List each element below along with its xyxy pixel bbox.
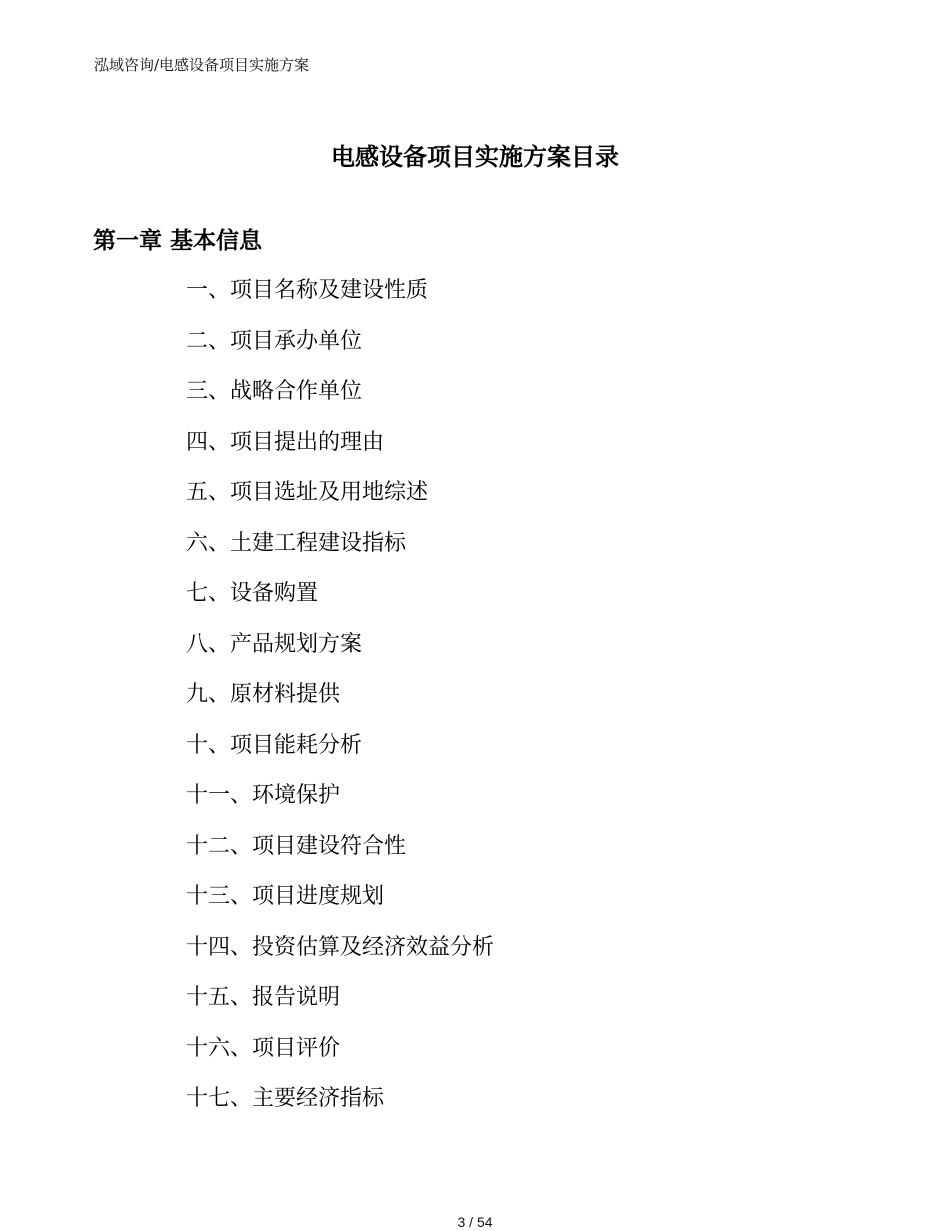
toc-entry[interactable]: 十二、项目建设符合性	[186, 833, 407, 859]
page-number: 3 / 54	[457, 1214, 493, 1230]
document-title: 电感设备项目实施方案目录	[331, 143, 619, 171]
toc-entry[interactable]: 九、原材料提供	[186, 682, 341, 707]
toc-entry[interactable]: 十六、项目评价	[186, 1035, 341, 1061]
toc-entry[interactable]: 七、设备购置	[186, 581, 319, 606]
toc-entry[interactable]: 十四、投资估算及经济效益分析	[186, 934, 495, 960]
table-of-contents	[186, 275, 494, 1134]
toc-entry[interactable]: 四、项目提出的理由	[186, 429, 385, 455]
chapter-heading: 第一章 基本信息	[93, 228, 263, 254]
toc-entry[interactable]: 六、土建工程建设指标	[186, 530, 407, 556]
toc-entry[interactable]: 十一、环境保护	[186, 783, 341, 808]
toc-entry[interactable]: 二、项目承办单位	[186, 328, 363, 354]
toc-entry[interactable]: 一、项目名称及建设性质	[186, 278, 429, 303]
toc-entry[interactable]: 十三、项目进度规划	[186, 884, 385, 909]
toc-entry[interactable]: 八、产品规划方案	[186, 631, 363, 657]
toc-entry[interactable]: 五、项目选址及用地综述	[186, 480, 429, 505]
toc-entry[interactable]: 三、战略合作单位	[186, 379, 363, 404]
running-header: 泓域咨询/电感设备项目实施方案	[94, 56, 310, 74]
toc-entry[interactable]: 十七、主要经济指标	[186, 1086, 385, 1111]
toc-entry[interactable]: 十五、报告说明	[186, 985, 341, 1010]
toc-entry[interactable]: 十、项目能耗分析	[186, 732, 363, 758]
